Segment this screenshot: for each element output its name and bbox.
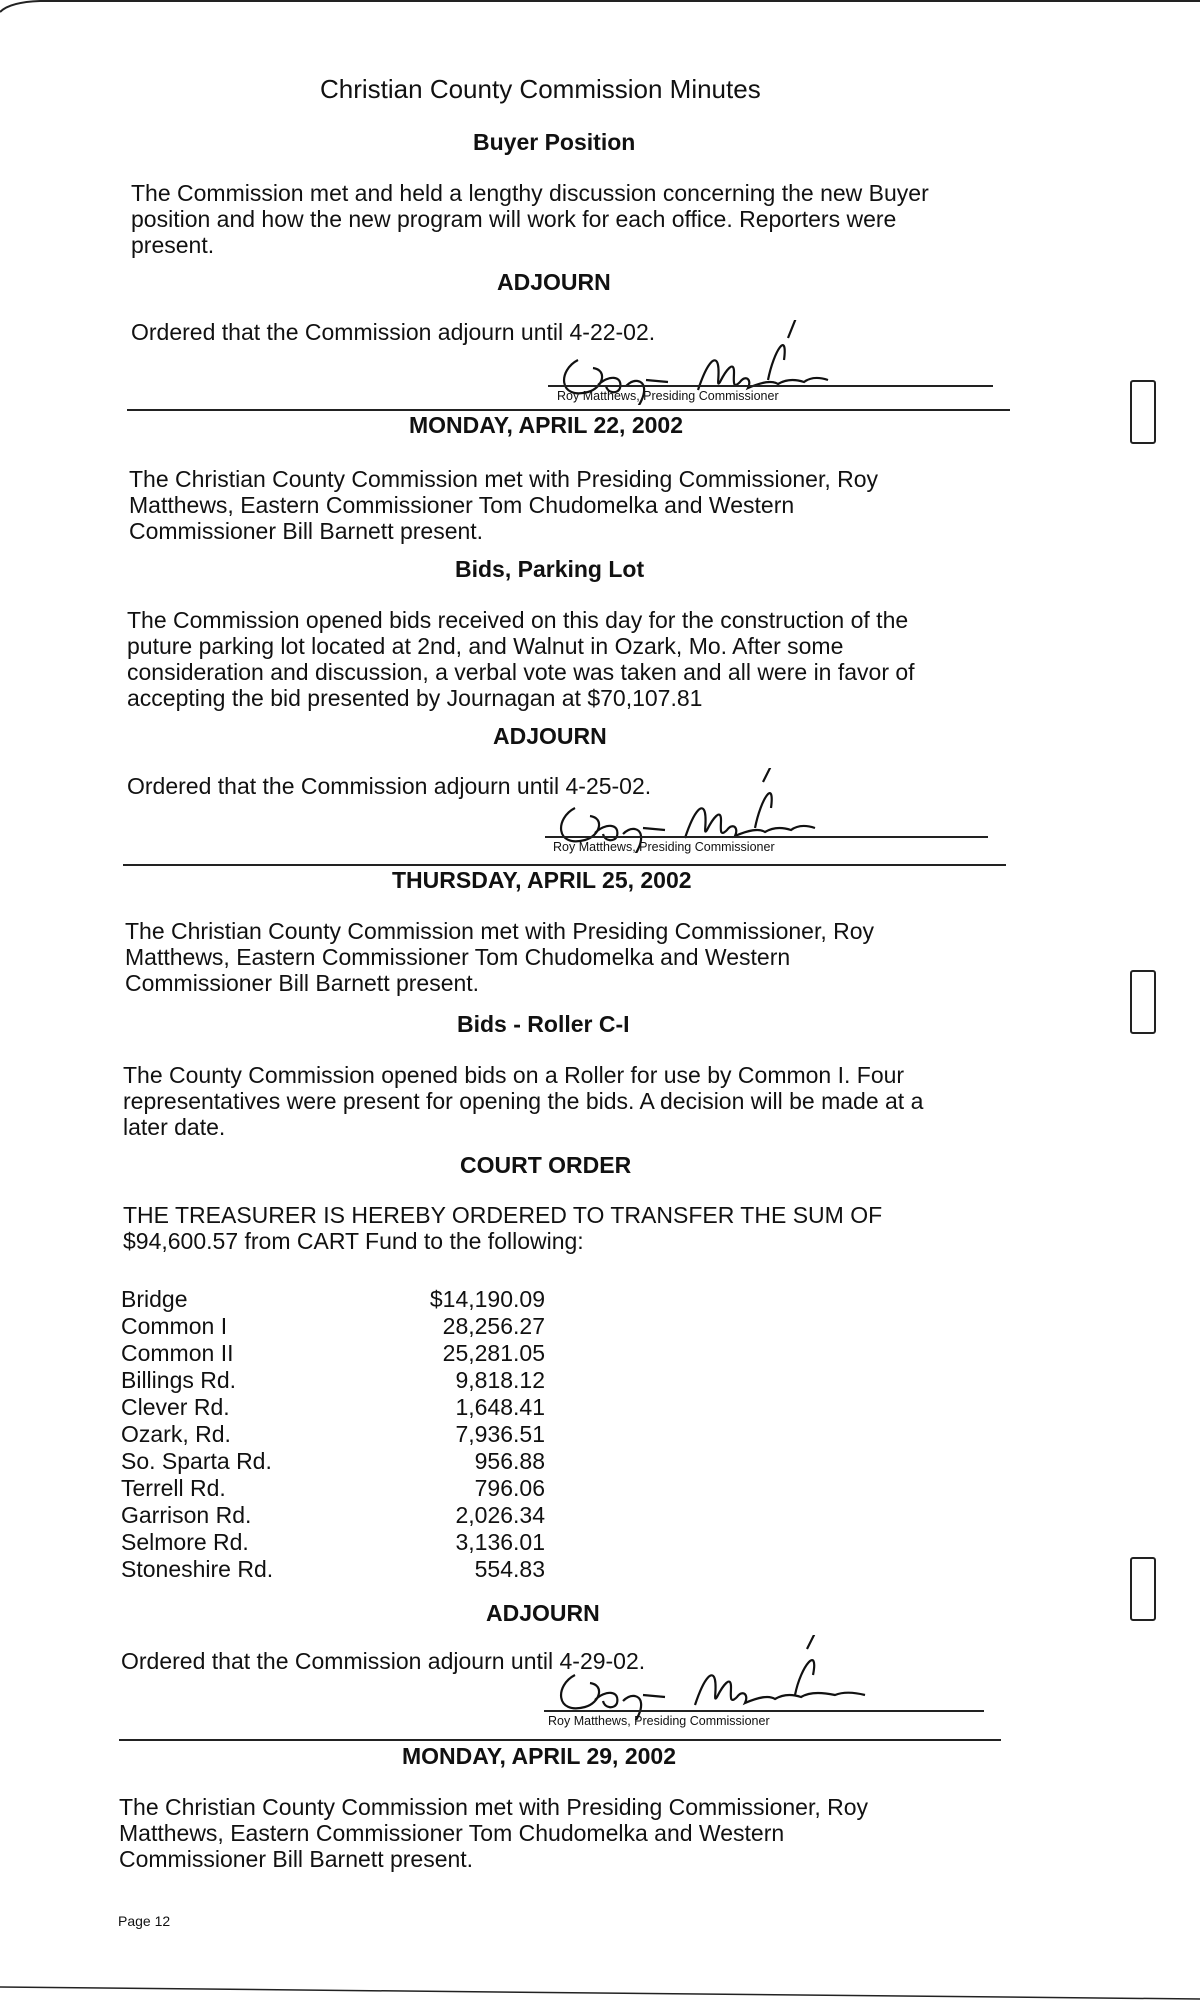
bids-text-line: puture parking lot located at 2nd, and Walnut in Ozark, Mo. After some xyxy=(127,633,844,659)
fund-amount: 25,281.05 xyxy=(442,1340,545,1366)
roller-text-line: The County Commission opened bids on a Roller for use by Common I. Four xyxy=(123,1062,905,1088)
fund-name: Selmore Rd. xyxy=(121,1529,249,1555)
meeting-date: MONDAY, APRIL 22, 2002 xyxy=(409,412,683,438)
attendance-line: Matthews, Eastern Commissioner Tom Chudomelka and Western xyxy=(125,944,791,970)
bids-text-line: accepting the bid presented by Journagan at $70,107.81 xyxy=(127,685,703,711)
fund-name: Clever Rd. xyxy=(121,1394,230,1420)
attendance-line: The Christian County Commission met with Presiding Commissioner, Roy xyxy=(119,1794,869,1820)
fund-name: Billings Rd. xyxy=(121,1367,237,1393)
signature-name: Roy Matthews, Presiding Commissioner xyxy=(557,389,779,403)
fund-name: Bridge xyxy=(121,1286,188,1312)
binder-hole-mark xyxy=(1130,380,1156,444)
adjourn-text: Ordered that the Commission adjourn until 4-22-02. xyxy=(131,319,656,345)
court-order-line: $94,600.57 from CART Fund to the following: xyxy=(123,1228,584,1254)
binder-hole-mark xyxy=(1130,1557,1156,1621)
fund-amount: 796.06 xyxy=(474,1475,545,1501)
fund-name: Ozark, Rd. xyxy=(121,1421,231,1447)
fund-amount: 3,136.01 xyxy=(455,1529,545,1555)
fund-amount: $14,190.09 xyxy=(429,1286,545,1312)
signature-line xyxy=(544,1710,984,1712)
fund-name: Stoneshire Rd. xyxy=(121,1556,274,1582)
fund-name: Garrison Rd. xyxy=(121,1502,252,1528)
fund-amount: 554.83 xyxy=(474,1556,545,1582)
court-order-line: THE TREASURER IS HEREBY ORDERED TO TRANSFER THE SUM OF xyxy=(123,1202,883,1228)
buyer-text-line: The Commission met and held a lengthy discussion concerning the new Buyer xyxy=(131,180,929,206)
section-divider xyxy=(127,409,1010,411)
fund-name: Terrell Rd. xyxy=(121,1475,226,1501)
heading-adjourn: ADJOURN xyxy=(486,1600,600,1626)
buyer-text-line: position and how the new program will work for each office. Reporters were xyxy=(131,206,897,232)
fund-amount: 28,256.27 xyxy=(442,1313,545,1339)
signature-line xyxy=(545,836,988,838)
signature-name: Roy Matthews, Presiding Commissioner xyxy=(548,1714,770,1728)
attendance-line: Commissioner Bill Barnett present. xyxy=(129,518,484,544)
heading-adjourn: ADJOURN xyxy=(497,269,611,295)
heading-court-order: COURT ORDER xyxy=(460,1152,632,1178)
buyer-text-line: present. xyxy=(131,232,215,258)
meeting-date: THURSDAY, APRIL 25, 2002 xyxy=(392,867,692,893)
scan-edge-bottom xyxy=(0,1985,1200,2001)
fund-amount: 2,026.34 xyxy=(455,1502,545,1528)
attendance-line: The Christian County Commission met with Presiding Commissioner, Roy xyxy=(125,918,875,944)
attendance-line: The Christian County Commission met with Presiding Commissioner, Roy xyxy=(129,466,879,492)
binder-hole-mark xyxy=(1130,970,1156,1034)
adjourn-text: Ordered that the Commission adjourn until 4-29-02. xyxy=(121,1648,646,1674)
fund-name: Common II xyxy=(121,1340,234,1366)
bids-text-line: The Commission opened bids received on this day for the construction of the xyxy=(127,607,909,633)
attendance-line: Commissioner Bill Barnett present. xyxy=(119,1846,474,1872)
fund-name: So. Sparta Rd. xyxy=(121,1448,272,1474)
scan-edge-top xyxy=(0,0,1200,30)
attendance-line: Matthews, Eastern Commissioner Tom Chudomelka and Western xyxy=(129,492,795,518)
page-number: Page 12 xyxy=(118,1913,171,1929)
section-divider xyxy=(123,864,1006,866)
attendance-line: Matthews, Eastern Commissioner Tom Chudomelka and Western xyxy=(119,1820,785,1846)
fund-amount: 7,936.51 xyxy=(455,1421,545,1447)
bids-text-line: consideration and discussion, a verbal vote was taken and all were in favor of xyxy=(127,659,915,685)
heading-adjourn: ADJOURN xyxy=(493,723,607,749)
signature-line xyxy=(548,385,993,387)
section-divider xyxy=(119,1739,1001,1741)
fund-amount: 9,818.12 xyxy=(455,1367,545,1393)
meeting-date: MONDAY, APRIL 29, 2002 xyxy=(402,1743,676,1769)
fund-name: Common I xyxy=(121,1313,228,1339)
page-title: Christian County Commission Minutes xyxy=(320,74,761,104)
attendance-line: Commissioner Bill Barnett present. xyxy=(125,970,480,996)
adjourn-text: Ordered that the Commission adjourn until 4-25-02. xyxy=(127,773,652,799)
signature-roy-matthews xyxy=(545,1635,925,1720)
signature-name: Roy Matthews, Presiding Commissioner xyxy=(553,840,775,854)
heading-bids-parking-lot: Bids, Parking Lot xyxy=(455,556,645,582)
fund-amount: 956.88 xyxy=(474,1448,545,1474)
heading-buyer-position: Buyer Position xyxy=(473,129,636,155)
heading-bids-roller: Bids - Roller C-I xyxy=(457,1011,630,1037)
roller-text-line: representatives were present for opening the bids. A decision will be made at a xyxy=(123,1088,924,1114)
fund-amount: 1,648.41 xyxy=(455,1394,545,1420)
roller-text-line: later date. xyxy=(123,1114,226,1140)
